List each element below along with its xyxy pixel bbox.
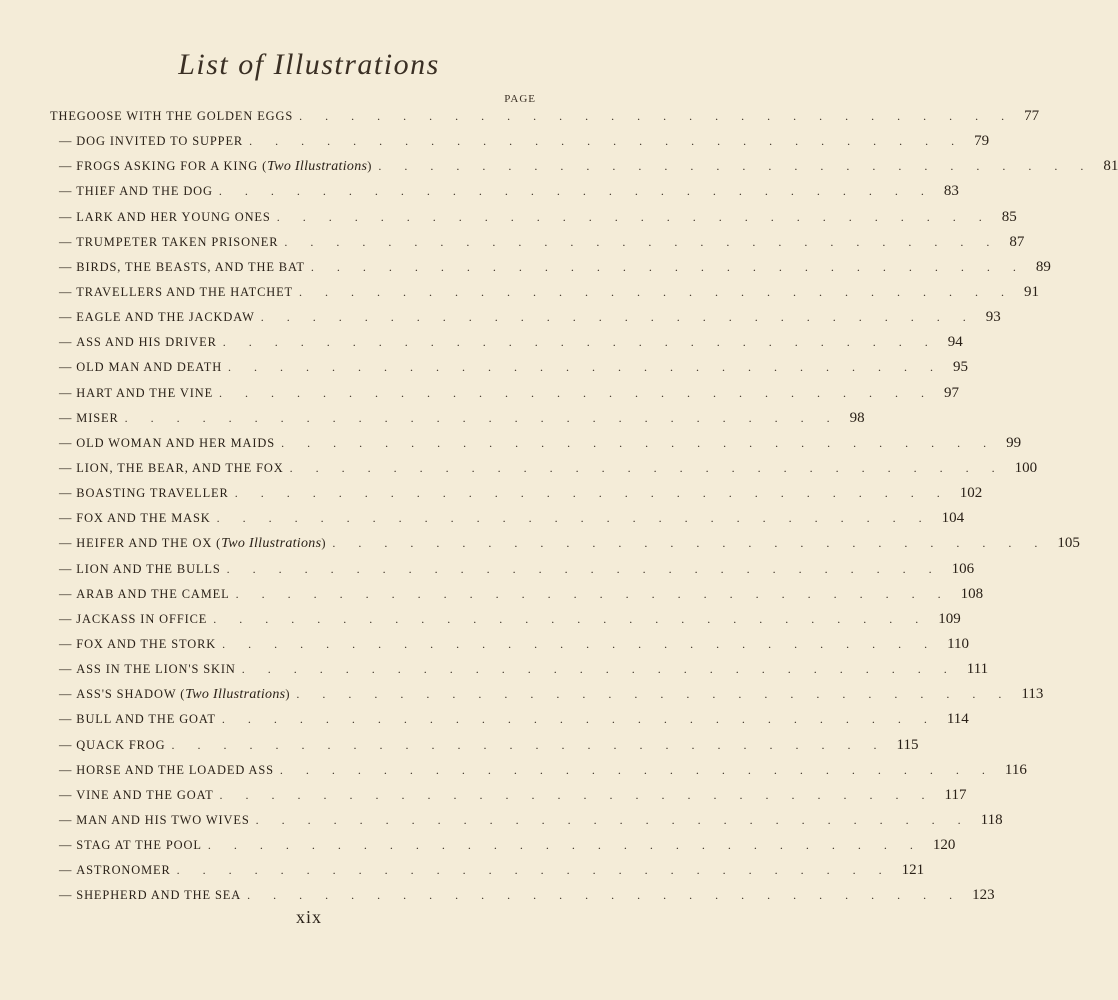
list-item [50,355,969,380]
list-item [50,607,961,632]
list-item [50,557,975,582]
entry-title [76,511,210,526]
entry-page-number: 81 [1103,158,1118,175]
entry-prefix: — [59,209,73,224]
entry-prefix: — [59,184,73,199]
entry-page-number: 106 [951,560,975,577]
entry-title [76,260,305,275]
page-title: List of Illustrations [178,48,440,81]
entry-prefix: — [59,611,73,626]
list-item [50,406,865,431]
entry-title [76,662,236,677]
list-item [50,632,970,657]
entry-title-text: FOX AND THE MASK [76,511,211,526]
entry-title-text: SHEPHERD AND THE SEA [76,888,242,903]
entry-prefix: THE [50,109,77,124]
entry-note: Two Illustrations [267,158,368,174]
dot-leader: . . . . . . . . . . . . . . . . . . . . . . . . . . . . [299,109,1015,124]
dot-leader: . . . . . . . . . . . . . . . . . . . . . . . . . . . . [171,737,887,752]
entry-title [76,285,293,300]
list-item [50,129,990,154]
entry-title-text: QUACK FROG [76,737,166,752]
entry-prefix: — [59,159,73,174]
entry-page-number: 79 [974,133,990,150]
entry-title-text: THIEF AND THE DOG [76,184,213,199]
entry-page-number: 116 [1004,761,1027,778]
entry-prefix: — [59,637,73,652]
entry-page-number: 97 [944,384,960,401]
entry-title [76,788,213,803]
list-item [50,808,1003,833]
dot-leader: . . . . . . . . . . . . . . . . . . . . . . . . . . . . [176,863,892,878]
list-item [50,682,1044,707]
entry-title [76,712,216,727]
list-item [50,733,919,758]
entry-title-text: LION, THE BEAR, AND THE FOX [76,461,284,476]
entry-title [76,863,170,878]
entry-prefix: — [59,762,73,777]
entry-prefix: — [59,435,73,450]
entry-title-text: ASTRONOMER [76,863,171,878]
entry-prefix: — [59,410,73,425]
dot-leader: . . . . . . . . . . . . . . . . . . . . . . . . . . . . [222,335,938,350]
dot-leader: . . . . . . . . . . . . . . . . . . . . . . . . . . . . [241,662,957,677]
entry-note: Two Illustrations [185,686,286,702]
entry-title: HEIFER AND THE OX (Two Illustrations) [76,535,327,551]
list-item [50,179,959,204]
entry-title-text: EAGLE AND THE JACKDAW [76,310,255,325]
list-item [50,381,960,406]
entry-page-number: 110 [947,636,970,653]
entry-page-number: 98 [849,409,865,426]
entry-title-text: HEIFER AND THE OX ( [76,535,222,550]
list-item [50,104,1040,129]
dot-leader: . . . . . . . . . . . . . . . . . . . . . . . . . . . . [219,787,935,802]
entry-title [76,587,229,602]
entry-title-text: HART AND THE VINE [76,385,214,400]
list-item [50,758,1027,783]
entry-title-text: MISER [76,410,119,425]
entry-title [76,813,249,828]
entry-page-number: 120 [932,837,956,854]
entry-page-number: 114 [946,711,969,728]
entry-title-text: MAN AND HIS TWO WIVES [76,813,250,827]
entry-title-text: LION AND THE BULLS [76,561,221,576]
dot-leader: . . . . . . . . . . . . . . . . . . . . . . . . . . . . [222,637,938,652]
entry-title-text: ASS'S SHADOW ( [76,686,186,701]
entry-prefix: — [59,813,73,827]
entry-prefix: — [59,385,73,400]
dot-leader: . . . . . . . . . . . . . . . . . . . . . . . . . . . . [124,410,840,425]
entry-title [76,134,243,149]
entry-page-number: 100 [1014,460,1038,477]
dot-leader: . . . . . . . . . . . . . . . . . . . . . . . . . . . . [216,511,932,526]
entry-prefix: — [59,586,73,601]
list-item [50,582,984,607]
list-item [50,330,963,355]
entry-page-number: 108 [960,585,984,602]
entry-page-number: 91 [1024,284,1040,301]
entry-title [76,763,274,778]
entry-page-number: 89 [1035,258,1051,275]
entry-title-text: FROGS ASKING FOR A KING ( [76,158,268,173]
entry-page-number: 104 [941,510,965,527]
dot-leader: . . . . . . . . . . . . . . . . . . . . . . . . . . . . [260,310,976,325]
entry-title: ASS'S SHADOW (Two Illustrations) [76,686,291,702]
dot-leader: . . . . . . . . . . . . . . . . . . . . . . . . . . . . [226,561,942,576]
dot-leader: . . . . . . . . . . . . . . . . . . . . . . . . . . . . [296,687,1012,702]
entry-title-text: OLD MAN AND DEATH [76,360,223,375]
entry-page-number: 77 [1024,108,1040,125]
entry-title-text: BIRDS, THE BEASTS, AND THE BAT [76,259,305,274]
dot-leader: . . . . . . . . . . . . . . . . . . . . . . . . . . . . [284,234,1000,249]
entry-title [76,738,165,753]
list-item [50,205,1017,230]
entry-title-text: GOOSE WITH THE GOLDEN EGGS [76,109,294,124]
dot-leader: . . . . . . . . . . . . . . . . . . . . . . . . . . . . [235,586,951,601]
dot-leader: . . . . . . . . . . . . . . . . . . . . . . . . . . . . [207,838,923,853]
entry-note: Two Illustrations [221,535,322,551]
list-item [50,305,1001,330]
entry-page-number: 102 [959,485,983,502]
list-item [50,456,1038,481]
entry-title [76,210,270,225]
entry-page-number: 117 [944,786,967,803]
entry-page-number: 121 [901,862,925,879]
entry-page-number: 113 [1021,686,1044,703]
entry-page-number: 83 [943,183,959,200]
entry-prefix: — [59,888,73,903]
entry-prefix: — [59,234,73,249]
entry-title [76,612,207,627]
entry-prefix: — [59,838,73,853]
list-item [50,154,1118,179]
entry-prefix: — [59,461,73,476]
entry-prefix: — [59,486,73,501]
entry-title [76,335,216,350]
entry-prefix: — [59,536,73,551]
entry-prefix: — [59,259,73,274]
entry-title [76,461,283,476]
entry-title [76,411,118,426]
dot-leader: . . . . . . . . . . . . . . . . . . . . . . . . . . . . [378,159,1094,174]
list-item [50,858,925,883]
entry-title-text: BULL AND THE GOAT [76,712,216,727]
dot-leader: . . . . . . . . . . . . . . . . . . . . . . . . . . . . [310,259,1026,274]
entry-page-number: 109 [938,610,961,627]
list-item [50,783,967,808]
entry-title-text: ASS IN THE LION'S SKIN [76,662,236,677]
entry-page-number: 118 [980,812,1003,828]
entry-title-text: VINE AND THE GOAT [76,787,214,802]
entry-page-number: 94 [947,334,963,351]
dot-leader: . . . . . . . . . . . . . . . . . . . . . . . . . . . . [276,209,992,224]
entry-title-text: FOX AND THE STORK [76,637,217,652]
entry-prefix: — [59,360,73,375]
entry-prefix: — [59,335,73,350]
entry-title-text: DOG INVITED TO SUPPER [76,134,244,149]
entry-prefix: — [59,511,73,526]
entry-title [76,184,213,199]
list-item [50,657,989,682]
entry-page-number: 87 [1009,233,1025,250]
entry-page-number: 115 [896,736,919,753]
entry-title [76,386,213,401]
entry-title-text: HORSE AND THE LOADED ASS [76,762,274,777]
dot-leader: . . . . . . . . . . . . . . . . . . . . . . . . . . . . [221,712,937,727]
entry-page-number: 105 [1057,535,1080,552]
entry-title [77,109,293,124]
entry-page-number: 85 [1001,208,1017,225]
dot-leader: . . . . . . . . . . . . . . . . . . . . . . . . . . . . [299,285,1015,300]
dot-leader: . . . . . . . . . . . . . . . . . . . . . . . . . . . . [249,134,965,149]
list-item [50,230,1025,255]
list-item [50,707,969,732]
entry-title [76,838,202,853]
page-column-heading: PAGE [504,93,536,105]
list-item [50,431,1022,456]
entry-title-text: BOASTING TRAVELLER [76,486,229,501]
dot-leader: . . . . . . . . . . . . . . . . . . . . . . . . . . . . [218,184,934,199]
entry-prefix: — [59,310,73,325]
dot-leader: . . . . . . . . . . . . . . . . . . . . . . . . . . . . [332,536,1048,551]
dot-leader: . . . . . . . . . . . . . . . . . . . . . . . . . . . . [255,813,971,827]
list-item [50,506,965,531]
entry-page-number: 95 [953,359,969,376]
list-item [50,481,983,506]
entry-title [76,562,220,577]
dot-leader: . . . . . . . . . . . . . . . . . . . . . . . . . . . . [234,486,950,501]
list-item [50,531,1080,556]
entry-title-text: ASS AND HIS DRIVER [76,335,217,350]
illustrations-list [50,104,1118,909]
dot-leader: . . . . . . . . . . . . . . . . . . . . . . . . . . . . [247,888,963,903]
entry-title-text: ARAB AND THE CAMEL [76,586,230,601]
entry-title-text: LARK AND HER YOUNG ONES [76,209,271,224]
entry-title-text: OLD WOMAN AND HER MAIDS [76,435,276,450]
list-item [50,280,1040,305]
entry-title: FROGS ASKING FOR A KING (Two Illustrations) [76,158,373,174]
list-item [50,833,956,858]
entry-prefix: — [59,737,73,752]
entry-title [76,436,275,451]
entry-prefix: — [59,787,73,802]
entry-page-number: 93 [985,309,1001,326]
entry-page-number: 123 [972,887,995,904]
entry-prefix: — [59,285,73,300]
entry-title [76,486,228,501]
entry-title-text: TRUMPETER TAKEN PRISONER [76,234,279,249]
entry-prefix: — [59,662,73,677]
dot-leader: . . . . . . . . . . . . . . . . . . . . . . . . . . . . [281,435,997,450]
entry-prefix: — [59,687,73,702]
list-item [50,883,995,908]
dot-leader: . . . . . . . . . . . . . . . . . . . . . . . . . . . . [213,611,929,626]
dot-leader: . . . . . . . . . . . . . . . . . . . . . . . . . . . . [279,762,995,777]
entry-title [76,310,254,325]
dot-leader: . . . . . . . . . . . . . . . . . . . . . . . . . . . . [228,360,944,375]
dot-leader: . . . . . . . . . . . . . . . . . . . . . . . . . . . . [219,385,935,400]
entry-title [76,235,278,250]
entry-title [76,360,222,375]
list-item [50,255,1051,280]
entry-prefix: — [59,712,73,727]
entry-title-text: TRAVELLERS AND THE HATCHET [76,285,294,300]
dot-leader: . . . . . . . . . . . . . . . . . . . . . . . . . . . . [289,461,1005,476]
page-folio: xix [295,907,322,927]
entry-prefix: — [59,863,73,878]
entry-prefix: — [59,134,73,149]
entry-prefix: — [59,561,73,576]
entry-page-number: 111 [966,661,989,678]
entry-title [76,637,216,652]
entry-page-number: 99 [1006,434,1022,451]
entry-title [76,888,241,903]
entry-title-text: STAG AT THE POOL [76,838,202,853]
entry-title-text: JACKASS IN OFFICE [76,611,208,626]
